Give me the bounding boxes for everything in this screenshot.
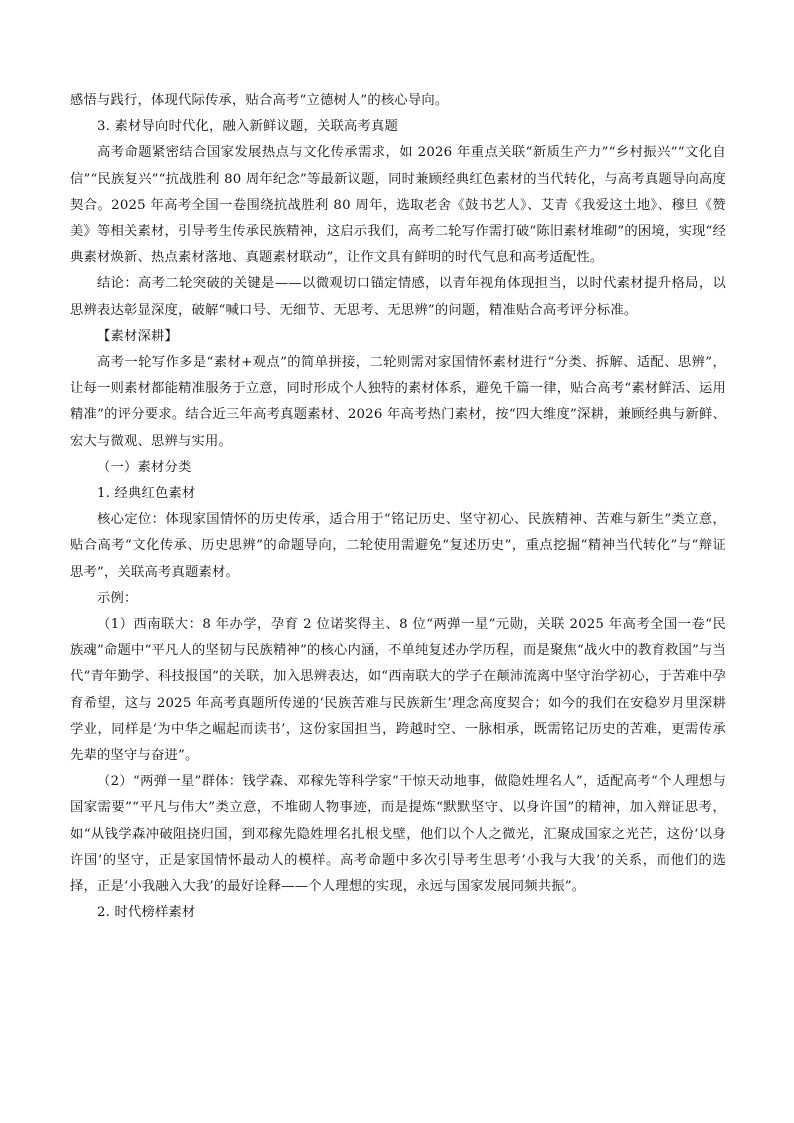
paragraph-core-position: 核心定位：体现家国情怀的历史传承，适合用于“铭记历史、坚守初心、民族精神、苦难与新生”类立意，贴合高考“文化传承、历史思辨”的命题导向，二轮使用需避免“复述历史”，重点挖掘“精神当代转化”与“辩证思考”，关联高考真题素材。 bbox=[70, 512, 726, 580]
paragraph-continuation: 感悟与践行，体现代际传承，贴合高考“立德树人”的核心导向。 bbox=[70, 93, 449, 108]
document-body bbox=[70, 88, 726, 927]
paragraph-conclusion: 结论：高考二轮突破的关键是——以微观切口锚定情感，以青年视角体现担当，以时代素材提升格局，以思辨表达彰显深度，破解“喊口号、无细节、无思考、无思辨”的问题，精准贴合高考评分标准。 bbox=[70, 276, 726, 318]
paragraph-material-intro: 高考一轮写作多是“素材+观点”的简单拼接，二轮则需对家国情怀素材进行“分类、拆解、适配、思辨”，让每一则素材都能精准服务于立意，同时形成个人独特的素材体系，避免千篇一律，贴合高考“素材鲜活、运用精准”的评分要求。结合近三年高考真题素材、2026 年高考热门素材，按“四大维度”深耕，兼顾经典与新鲜、宏大与微观、思辨与实用。 bbox=[70, 355, 726, 449]
subheading-classification: （一）素材分类 bbox=[97, 459, 192, 475]
subheading-era-models: 2. 时代榜样素材 bbox=[97, 905, 196, 921]
paragraph-example-1: （1）西南联大：8 年办学，孕育 2 位诺奖得主、8 位“两弹一星”元勋，关联 2025 年高考全国一卷“民族魂”命题中“平凡人的坚韧与民族精神”的核心内涵，不单纯复述办学历程，而是聚焦“战火中的教育救国”与当代“青年勤学、科技报国”的关联，加入思辨表达，如“西南联大的学子在颠沛流离中坚守治学初心，于苦难中孕育希望，这与 2025 年高考真题所传递的‘民族苦难与民族新生’理念高度契合；如今的我们在安稳岁月里深耕学业，同样是‘为中华之崛起而读书’，这份家国担当，跨越时空、一脉相承，既需铭记历史的苦难，更需传承先辈的坚守与奋进”。 bbox=[70, 617, 726, 764]
paragraph-example-2: （2）“两弹一星”群体：钱学森、邓稼先等科学家“干惊天动地事，做隐姓埋名人”，适配高考“个人理想与国家需要”“平凡与伟大”类立意，不堆砌人物事迹，而是提炼“默默坚守、以身许国”的精神，加入辩证思考，如“从钱学森冲破阻挠归国，到邓稼先隐姓埋名扎根戈壁，他们以个人之微光，汇聚成国家之光芒，这份‘以身许国’的坚守，正是家国情怀最动人的模样。高考命题中多次引导考生思考‘小我与大我’的关系，而他们的选择，正是‘小我融入大我’的最好诠释——个人理想的实现，永远与国家发展同频共振”。 bbox=[70, 774, 726, 895]
label-examples: 示例： bbox=[97, 590, 138, 606]
section-heading-material: 【素材深耕】 bbox=[97, 328, 178, 344]
subheading-3: 3. 素材导向时代化，融入新鲜议题，关联高考真题 bbox=[97, 119, 398, 135]
paragraph-topic-trend: 高考命题紧密结合国家发展热点与文化传承需求，如 2026 年重点关联“新质生产力”“乡村振兴”“文化自信”“民族复兴”“抗战胜利 80 周年纪念”等最新议题，同时兼顾经典红色素材的当代转化，与高考真题导向高度契合。2025 年高考全国一卷围绕抗战胜利 80 周年，选取老舍《鼓书艺人》、艾青《我爱这土地》、穆旦《赞美》等相关素材，引导考生传承民族精神，这启示我们，高考二轮写作需打破“陈旧素材堆砌”的困境，实现“经典素材焕新、热点素材落地、真题素材联动”，让作文具有鲜明的时代气息和高考适配性。 bbox=[70, 145, 726, 266]
subheading-red-material: 1. 经典红色素材 bbox=[97, 486, 196, 502]
